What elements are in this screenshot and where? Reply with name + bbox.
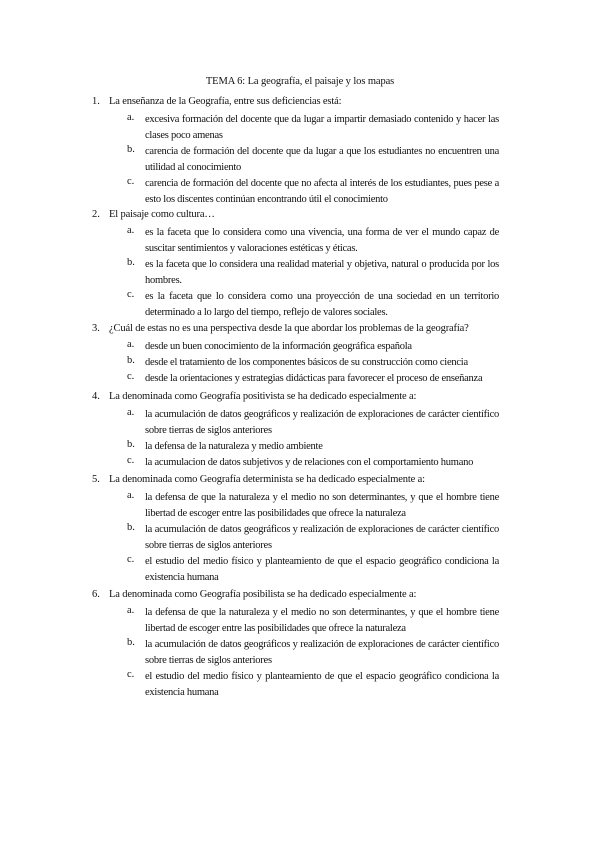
option-text: es la faceta que lo considera una realidad material y objetiva, natural o producida por los hombres. — [145, 259, 499, 286]
option-text: desde un buen conocimiento de la información geográfica española — [145, 341, 412, 352]
question-number: 6. — [92, 589, 100, 600]
question-text: El paisaje como cultura… — [109, 209, 215, 220]
option-text: desde el tratamiento de los componentes básicos de su construcción como ciencia — [145, 357, 468, 368]
option-text: el estudio del medio físico y planteamiento de que el espacio geográfico condiciona la existencia humana — [145, 556, 499, 583]
option-letter: b. — [127, 439, 135, 450]
option-text: carencia de formación del docente que da lugar a que los estudiantes no encuentren una utilidad al conocimiento — [145, 146, 499, 173]
question-number: 1. — [92, 96, 100, 107]
option-letter: c. — [127, 669, 135, 680]
option-letter: a. — [127, 407, 135, 418]
option-letter: c. — [127, 289, 135, 300]
question-text: La denominada como Geografía positivista se ha dedicado especialmente a: — [109, 391, 417, 402]
option-letter: c. — [127, 176, 135, 187]
option-text: el estudio del medio físico y planteamiento de que el espacio geográfico condiciona la existencia humana — [145, 671, 499, 698]
option-text: la defensa de la naturaleza y medio ambiente — [145, 441, 323, 452]
option-letter: a. — [127, 339, 135, 350]
option-text: la defensa de que la naturaleza y el medio no son determinantes, y que el hombre tiene libertad de escoger entre las posibilidades que ofrece la naturaleza — [145, 492, 499, 519]
option-letter: b. — [127, 522, 135, 533]
option-text: la acumulación de datos geográficos y realización de exploraciones de carácter científico sobre tierras de siglos anteriores — [145, 524, 499, 551]
option-letter: a. — [127, 605, 135, 616]
option-text: la acumulacion de datos subjetivos y de relaciones con el comportamiento humano — [145, 457, 474, 468]
option-letter: b. — [127, 257, 135, 268]
question-number: 2. — [92, 209, 100, 220]
question-text: ¿Cuál de estas no es una perspectiva desde la que abordar los problemas de la geografía? — [109, 323, 469, 334]
option-text: es la faceta que lo considera como una vivencia, una forma de ver el mundo capaz de suscitar sentimientos y valoraciones estéticas y éticas. — [145, 227, 499, 254]
option-letter: b. — [127, 144, 135, 155]
option-letter: a. — [127, 490, 135, 501]
question-number: 4. — [92, 391, 100, 402]
option-letter: c. — [127, 554, 135, 565]
option-text: excesiva formación del docente que da lugar a impartir demasiado contenido y hacer las clases poco amenas — [145, 114, 499, 141]
question-number: 3. — [92, 323, 100, 334]
option-letter: b. — [127, 637, 135, 648]
question-text: La denominada como Geografía posibilista se ha dedicado especialmente a: — [109, 589, 417, 600]
question-text: La denominada como Geografía determinista se ha dedicado especialmente a: — [109, 474, 425, 485]
question-number: 5. — [92, 474, 100, 485]
option-letter: c. — [127, 371, 135, 382]
option-letter: a. — [127, 112, 135, 123]
document-title: TEMA 6: La geografía, el paisaje y los mapas — [205, 76, 395, 87]
option-text: desde la orientaciones y estrategias didácticas para favorecer el proceso de enseñanza — [145, 373, 483, 384]
option-letter: b. — [127, 355, 135, 366]
question-text: La enseñanza de la Geografía, entre sus deficiencias está: — [109, 96, 342, 107]
option-text: carencia de formación del docente que no afecta al interés de los estudiantes, pues pese a esto los discentes continúan encontrando útil el conocimiento — [145, 178, 499, 205]
option-letter: a. — [127, 225, 135, 236]
option-text: la acumulación de datos geográficos y realización de exploraciones de carácter científico sobre tierras de siglos anteriores — [145, 409, 499, 436]
option-text: es la faceta que lo considera como una proyección de una sociedad en un territorio determinado a lo largo del tiempo, reflejo de valores sociales. — [145, 291, 499, 318]
option-text: la defensa de que la naturaleza y el medio no son determinantes, y que el hombre tiene libertad de escoger entre las posibilidades que ofrece la naturaleza — [145, 607, 499, 634]
option-text: la acumulación de datos geográficos y realización de exploraciones de carácter científico sobre tierras de siglos anteriores — [145, 639, 499, 666]
option-letter: c. — [127, 455, 135, 466]
